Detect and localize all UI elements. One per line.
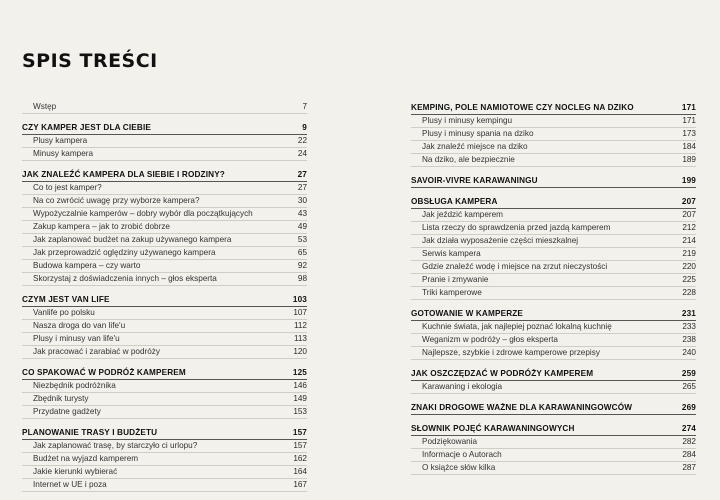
page-number: 171 xyxy=(681,103,696,112)
toc-entry-row xyxy=(22,182,307,195)
toc-entry-row xyxy=(411,141,696,154)
toc-entry-row xyxy=(22,208,307,221)
entry-title: Vanlife po polsku xyxy=(33,308,95,317)
page-number: 65 xyxy=(297,248,307,257)
toc-entry-row xyxy=(22,479,307,492)
page-number: 27 xyxy=(297,170,307,179)
toc-chapter-row xyxy=(411,422,696,436)
page-number: 214 xyxy=(682,236,696,245)
page-number: 49 xyxy=(297,222,307,231)
entry-title: Pranie i zmywanie xyxy=(422,275,489,284)
toc-entry-row xyxy=(22,247,307,260)
toc-entry-row xyxy=(411,347,696,360)
entry-title: Wypożyczalnie kamperów – dobry wybór dla początkujących xyxy=(33,209,253,218)
toc-chapter-row xyxy=(411,195,696,209)
page-number: 27 xyxy=(297,183,307,192)
entry-title: Karawaning i ekologia xyxy=(422,382,503,391)
entry-title: Jak zaplanować budżet na zakup używanego kampera xyxy=(33,235,232,244)
page-number: 225 xyxy=(682,275,696,284)
toc-section xyxy=(411,307,696,360)
entry-title: Lista rzeczy do sprawdzenia przed jazdą kamperem xyxy=(422,223,611,232)
page-number: 125 xyxy=(292,368,307,377)
page-number: 162 xyxy=(293,454,307,463)
chapter-title: JAK ZNALEŹĆ KAMPERA DLA SIEBIE I RODZINY? xyxy=(22,170,225,179)
entry-title: Nasza droga do van life'u xyxy=(33,321,126,330)
page-number: 149 xyxy=(293,394,307,403)
toc-entry-row xyxy=(22,307,307,320)
page-number: 259 xyxy=(681,369,696,378)
page-number: 233 xyxy=(682,322,696,331)
entry-title: Na co zwrócić uwagę przy wyborze kampera? xyxy=(33,196,200,205)
page-number: 219 xyxy=(682,249,696,258)
page-number: 92 xyxy=(297,261,307,270)
chapter-title: OBSŁUGA KAMPERA xyxy=(411,197,498,206)
toc-section xyxy=(22,121,307,161)
toc-entry-row xyxy=(22,346,307,359)
entry-title: Plusy i minusy spania na dziko xyxy=(422,129,534,138)
page-number: 24 xyxy=(297,149,307,158)
entry-title: Jak przeprowadzić oględziny używanego kampera xyxy=(33,248,216,257)
toc-chapter-row xyxy=(411,307,696,321)
entry-title: Jakie kierunki wybierać xyxy=(33,467,118,476)
page-number: 228 xyxy=(682,288,696,297)
entry-title: Plusy i minusy van life'u xyxy=(33,334,120,343)
entry-title: Weganizm w podróży – głos eksperta xyxy=(422,335,558,344)
chapter-title: PLANOWANIE TRASY I BUDŻETU xyxy=(22,428,158,437)
page-number: 238 xyxy=(682,335,696,344)
toc-entry-row xyxy=(411,261,696,274)
toc-chapter-row xyxy=(22,168,307,182)
toc-entry-row xyxy=(22,466,307,479)
page-number: 265 xyxy=(682,382,696,391)
page-number: 9 xyxy=(302,123,307,132)
entry-title: Niezbędnik podróżnika xyxy=(33,381,116,390)
toc-chapter-row xyxy=(22,293,307,307)
page-number: 184 xyxy=(682,142,696,151)
page-number: 220 xyxy=(682,262,696,271)
entry-title: Na dziko, ale bezpiecznie xyxy=(422,155,515,164)
page-number: 146 xyxy=(293,381,307,390)
chapter-title: ZNAKI DROGOWE WAŻNE DLA KARAWANINGOWCÓW xyxy=(411,403,633,412)
toc-entry-row xyxy=(22,406,307,419)
toc-section xyxy=(411,195,696,300)
page-number: 167 xyxy=(293,480,307,489)
page-number: 171 xyxy=(682,116,696,125)
page-number: 153 xyxy=(293,407,307,416)
page-number: 107 xyxy=(293,308,307,317)
entry-title: Plusy kampera xyxy=(33,136,88,145)
entry-title: Minusy kampera xyxy=(33,149,94,158)
page-number: 43 xyxy=(297,209,307,218)
entry-title: Jak znaleźć miejsce na dziko xyxy=(422,142,528,151)
toc-entry-row xyxy=(411,462,696,475)
toc-entry-row xyxy=(411,287,696,300)
toc-right-column xyxy=(411,101,696,482)
entry-title: Jak pracować i zarabiać w podróży xyxy=(33,347,160,356)
page-number: 240 xyxy=(682,348,696,357)
toc-entry-row xyxy=(411,436,696,449)
page-number: 274 xyxy=(681,424,696,433)
chapter-title: SAVOIR-VIVRE KARAWANINGU xyxy=(411,176,538,185)
page-number: 207 xyxy=(682,210,696,219)
toc-chapter-row xyxy=(411,101,696,115)
toc-entry-row xyxy=(411,115,696,128)
toc-section xyxy=(22,168,307,286)
toc-entry-row xyxy=(411,154,696,167)
toc-entry-row xyxy=(411,334,696,347)
entry-title: Podziękowania xyxy=(422,437,478,446)
entry-title: Najlepsze, szybkie i zdrowe kamperowe przepisy xyxy=(422,348,600,357)
page-number: 284 xyxy=(682,450,696,459)
page-number: 103 xyxy=(292,295,307,304)
entry-title: Jak działa wyposażenie części mieszkalnej xyxy=(422,236,579,245)
page-number: 7 xyxy=(302,102,307,111)
toc-entry-row xyxy=(22,320,307,333)
toc-entry-row xyxy=(22,221,307,234)
toc-chapter-row xyxy=(22,121,307,135)
page-number: 53 xyxy=(297,235,307,244)
toc-left-column xyxy=(22,101,307,499)
chapter-title: CZY KAMPER JEST DLA CIEBIE xyxy=(22,123,152,132)
toc-entry-row xyxy=(22,393,307,406)
entry-title: Internet w UE i poza xyxy=(33,480,107,489)
page-number: 189 xyxy=(682,155,696,164)
entry-title: Gdzie znaleźć wodę i miejsce na zrzut nieczystości xyxy=(422,262,608,271)
toc-section xyxy=(22,366,307,419)
toc-entry-row xyxy=(22,453,307,466)
chapter-title: SŁOWNIK POJĘĆ KARAWANINGOWYCH xyxy=(411,424,575,433)
entry-title: Serwis kampera xyxy=(422,249,481,258)
toc-entry-row xyxy=(411,128,696,141)
entry-title: Przydatne gadżety xyxy=(33,407,101,416)
entry-title: Informacje o Autorach xyxy=(422,450,502,459)
entry-title: O książce słów kilka xyxy=(422,463,496,472)
toc-section xyxy=(22,293,307,359)
toc-entry-row xyxy=(411,222,696,235)
page-number: 157 xyxy=(292,428,307,437)
entry-title: Zbędnik turysty xyxy=(33,394,89,403)
page-number: 98 xyxy=(297,274,307,283)
toc-entry-row xyxy=(22,195,307,208)
toc-entry-row xyxy=(22,333,307,346)
entry-title: Kuchnie świata, jak najlepiej poznać lokalną kuchnię xyxy=(422,322,612,331)
chapter-title: JAK OSZCZĘDZAĆ W PODRÓŻY KAMPEREM xyxy=(411,369,594,378)
toc-entry-row xyxy=(22,260,307,273)
toc-chapter-row xyxy=(22,366,307,380)
chapter-title: GOTOWANIE W KAMPERZE xyxy=(411,309,524,318)
toc-entry-row xyxy=(22,440,307,453)
page-number: 207 xyxy=(681,197,696,206)
page-number: 173 xyxy=(682,129,696,138)
toc-entry-row xyxy=(22,101,307,114)
toc-entry-row xyxy=(411,321,696,334)
page-number: 113 xyxy=(293,334,307,343)
toc-entry-row xyxy=(22,273,307,286)
entry-title: Jak zaplanować trasę, by starczyło ci urlopu? xyxy=(33,441,198,450)
page-title: SPIS TREŚCI xyxy=(22,50,158,72)
toc-entry-row xyxy=(22,135,307,148)
entry-title: Jak jeździć kamperem xyxy=(422,210,503,219)
toc-entry-row xyxy=(411,381,696,394)
toc-section xyxy=(22,101,307,114)
toc-entry-row xyxy=(22,380,307,393)
page-number: 22 xyxy=(297,136,307,145)
entry-title: Plusy i minusy kempingu xyxy=(422,116,513,125)
toc-entry-row xyxy=(411,248,696,261)
toc-chapter-row xyxy=(411,401,696,415)
toc-entry-row xyxy=(22,148,307,161)
toc-chapter-row xyxy=(22,426,307,440)
toc-entry-row xyxy=(411,274,696,287)
entry-title: Budowa kampera – czy warto xyxy=(33,261,141,270)
page-number: 287 xyxy=(682,463,696,472)
toc-entry-row xyxy=(411,449,696,462)
toc-section xyxy=(411,401,696,415)
entry-title: Triki kamperowe xyxy=(422,288,482,297)
page-number: 231 xyxy=(681,309,696,318)
page-number: 212 xyxy=(682,223,696,232)
toc-section xyxy=(411,174,696,188)
entry-title: Zakup kampera – jak to zrobić dobrze xyxy=(33,222,170,231)
page-number: 157 xyxy=(293,441,307,450)
toc-section xyxy=(411,367,696,394)
chapter-title: CO SPAKOWAĆ W PODRÓŻ KAMPEREM xyxy=(22,368,186,377)
page-number: 199 xyxy=(681,176,696,185)
toc-entry-row xyxy=(411,235,696,248)
page-number: 269 xyxy=(681,403,696,412)
toc-section xyxy=(411,422,696,475)
toc-section xyxy=(411,101,696,167)
page-number: 30 xyxy=(297,196,307,205)
toc-entry-row xyxy=(411,209,696,222)
toc-entry-row xyxy=(22,234,307,247)
entry-title: Skorzystaj z doświadczenia innych – głos eksperta xyxy=(33,274,217,283)
page-number: 282 xyxy=(682,437,696,446)
chapter-title: KEMPING, POLE NAMIOTOWE CZY NOCLEG NA DZIKO xyxy=(411,103,634,112)
chapter-title: CZYM JEST VAN LIFE xyxy=(22,295,110,304)
entry-title: Budżet na wyjazd kamperem xyxy=(33,454,139,463)
toc-section xyxy=(22,426,307,492)
page-number: 120 xyxy=(293,347,307,356)
page-number: 112 xyxy=(293,321,307,330)
toc-chapter-row xyxy=(411,174,696,188)
toc-chapter-row xyxy=(411,367,696,381)
entry-title: Co to jest kamper? xyxy=(33,183,102,192)
page-number: 164 xyxy=(293,467,307,476)
entry-title: Wstęp xyxy=(33,102,57,111)
